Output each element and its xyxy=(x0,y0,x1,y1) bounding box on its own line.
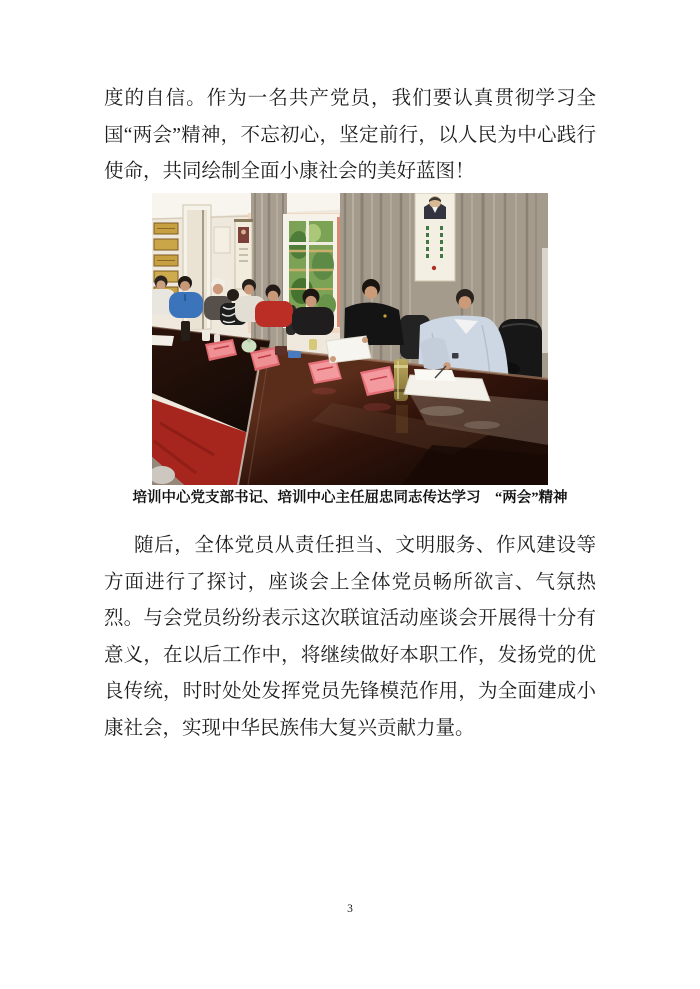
photo-caption: 培训中心党支部书记、培训中心主任屈忠同志传达学习 “两会”精神 xyxy=(132,490,568,506)
photo-portrait-scroll-left xyxy=(234,219,253,289)
photo-curtain-left xyxy=(251,193,287,353)
page-number: 3 xyxy=(347,903,353,915)
meeting-photo-illustration xyxy=(152,193,548,485)
paragraph-body: 随后，全体党员从责任担当、文明服务、作风建设等方面进行了探讨，座谈会上全体党员畅所欲言、气氛热烈。与会党员纷纷表示这次联谊活动座谈会开展得十分有意义，在以后工作中，将继续做好本职工作，发扬党的优良传统，时时处处发挥党员先锋模范作用，为全面建成小康社会，实现中华民族伟大复兴贡献力量。 xyxy=(104,535,596,739)
photo-portrait-scroll-right xyxy=(415,193,455,281)
paragraph-continuation: 度的自信。作为一名共产党员，我们要认真贯彻学习全国“两会”精神，不忘初心，坚定前行，以人民为中心践行使命，共同绘制全面小康社会的美好蓝图！ xyxy=(104,88,596,183)
meeting-photo xyxy=(152,193,548,485)
